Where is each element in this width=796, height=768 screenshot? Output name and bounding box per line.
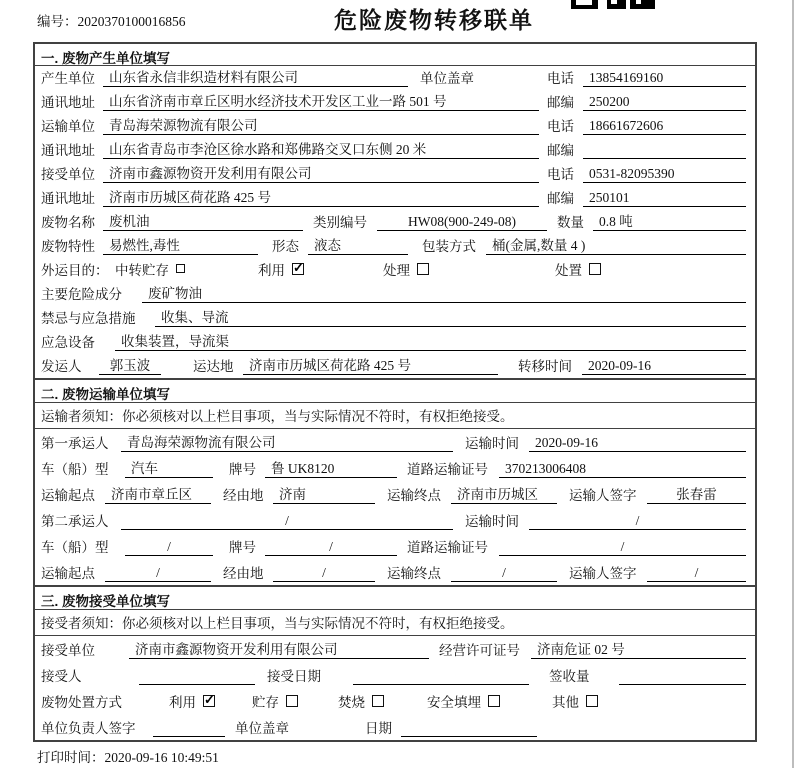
disposal-landfill-checkbox	[488, 695, 500, 707]
disposal-incinerate-checkbox	[372, 695, 384, 707]
serial-value: 2020370100016856	[77, 14, 186, 29]
origin2-label: 运输起点	[41, 566, 95, 581]
transporter-label: 运输单位	[41, 119, 95, 134]
characteristics-value: 易燃性,毒性	[103, 234, 258, 255]
purpose-option-treat	[383, 259, 429, 279]
print-time-value: 2020-09-16 10:49:51	[104, 750, 219, 765]
end1-value: 济南市历城区	[451, 483, 557, 504]
vehicle2-row	[35, 533, 755, 559]
transporter-notice-label: 运输者须知：	[41, 409, 122, 424]
via2-label: 经由地	[223, 566, 264, 581]
shipper-row	[35, 354, 755, 378]
via1-label: 经由地	[223, 488, 264, 503]
quantity-value: 0.8 吨	[593, 210, 746, 231]
emergency-label: 禁忌与应急措施	[41, 311, 136, 326]
section-producer	[35, 44, 755, 378]
address2-value: 山东省青岛市李沧区徐水路和郑佛路交叉口东侧 20 米	[103, 138, 539, 159]
carrier1-row	[35, 429, 755, 455]
carrier2-row	[35, 507, 755, 533]
purpose-option-label: 中转贮存	[115, 263, 169, 278]
signature-row	[35, 714, 755, 740]
purpose-row	[35, 258, 755, 282]
seal-label: 单位盖章	[420, 71, 474, 86]
route2-row	[35, 559, 755, 585]
receiver-notice-label: 接受者须知：	[41, 616, 122, 631]
disposal-option-landfill	[427, 691, 500, 711]
purpose-option-label: 利用	[258, 263, 285, 278]
producer-label: 产生单位	[41, 71, 95, 86]
vehicle2-value: /	[125, 539, 213, 556]
manifest-form	[33, 42, 757, 742]
sign1-value: 张春雷	[647, 483, 746, 504]
zip2-label: 邮编	[547, 143, 574, 158]
acceptor-row	[35, 662, 755, 688]
disposal-option-incinerate	[338, 691, 384, 711]
transfer-time-value: 2020-09-16	[582, 358, 746, 375]
equipment-row	[35, 330, 755, 354]
carrier2-label: 第二承运人	[41, 514, 109, 529]
disposal-option-store	[252, 691, 298, 711]
end1-label: 运输终点	[387, 488, 441, 503]
qr-code-icon	[571, 0, 655, 9]
signature-value	[153, 736, 225, 737]
producer-row	[35, 66, 755, 90]
phone2-label: 电话	[547, 119, 574, 134]
zip3-value: 250101	[583, 190, 746, 207]
vehicle2-label: 车（船）型	[41, 540, 109, 555]
permit2-value: /	[499, 539, 746, 556]
waste-name-row	[35, 210, 755, 234]
address1-value: 山东省济南市章丘区明水经济技术开发区工业一路 501 号	[103, 90, 539, 111]
disposal-option-utilize	[169, 691, 215, 711]
phone3-label: 电话	[547, 167, 574, 182]
section1-title: 一. 废物产生单位填写	[35, 44, 755, 66]
time2-label: 运输时间	[465, 514, 519, 529]
transfer-storage-checkbox	[176, 264, 185, 273]
transporter-value: 青岛海荣源物流有限公司	[103, 114, 539, 135]
disposal-option-label: 贮存	[252, 695, 279, 710]
quantity-label: 数量	[557, 215, 584, 230]
license-label: 经营许可证号	[439, 643, 520, 658]
phone2-value: 18661672606	[583, 118, 746, 135]
vehicle1-value: 汽车	[125, 457, 213, 478]
origin2-value: /	[105, 565, 211, 582]
vehicle1-row	[35, 455, 755, 481]
acceptor-value	[139, 684, 255, 685]
dispose-checkbox	[589, 263, 601, 275]
form-value: 液态	[308, 234, 408, 255]
disposal-option-other	[552, 691, 598, 711]
received-qty-label: 签收量	[549, 669, 590, 684]
zip1-label: 邮编	[547, 95, 574, 110]
accept-unit-row	[35, 636, 755, 662]
category-value: HW08(900-249-08)	[377, 214, 547, 231]
disposal-label: 废物处置方式	[41, 695, 122, 710]
receiver-value: 济南市鑫源物资开发利用有限公司	[103, 162, 539, 183]
purpose-label: 外运目的：	[41, 263, 109, 278]
phone1-value: 13854169160	[583, 70, 746, 87]
receiver-address-row	[35, 186, 755, 210]
producer-value: 山东省永信非织造材料有限公司	[103, 66, 408, 87]
hazard-row	[35, 282, 755, 306]
equipment-value: 收集装置，导流渠	[115, 330, 746, 351]
accept-unit-value: 济南市鑫源物资开发利用有限公司	[129, 638, 429, 659]
emergency-value: 收集、导流	[155, 306, 746, 327]
section2-title: 二. 废物运输单位填写	[35, 380, 755, 403]
license-value: 济南危证 02 号	[531, 638, 746, 659]
emergency-row	[35, 306, 755, 330]
accept-date-value	[353, 684, 529, 685]
carrier1-label: 第一承运人	[41, 436, 109, 451]
permit1-value: 370213006408	[499, 461, 746, 478]
purpose-option-label: 处理	[383, 263, 410, 278]
section-transporter	[35, 378, 755, 585]
waste-name-label: 废物名称	[41, 215, 95, 230]
disposal-row	[35, 688, 755, 714]
print-time-label: 打印时间：	[37, 750, 105, 765]
sign2-value: /	[647, 565, 746, 582]
transfer-time-label: 转移时间	[518, 359, 572, 374]
date-label: 日期	[365, 721, 392, 736]
plate1-label: 牌号	[229, 462, 256, 477]
hazard-value: 废矿物油	[142, 282, 746, 303]
packaging-label: 包装方式	[422, 239, 476, 254]
plate2-value: /	[265, 539, 397, 556]
section3-title: 三. 废物接受单位填写	[35, 587, 755, 610]
receiver-notice-text: 你必须核对以上栏目事项，当与实际情况不符时，有权拒绝接受。	[122, 616, 514, 631]
carrier1-value: 青岛海荣源物流有限公司	[121, 431, 453, 452]
origin1-value: 济南市章丘区	[105, 483, 211, 504]
disposal-option-label: 其他	[552, 695, 579, 710]
date-value	[401, 736, 537, 737]
receiver-label: 接受单位	[41, 167, 95, 182]
end2-label: 运输终点	[387, 566, 441, 581]
serial-label: 编号：	[37, 14, 78, 29]
purpose-option-transfer-storage	[115, 259, 185, 279]
unit-seal-label: 单位盖章	[235, 721, 289, 736]
accept-date-label: 接受日期	[267, 669, 321, 684]
shipper-value: 郭玉波	[99, 354, 161, 375]
disposal-option-label: 利用	[169, 695, 196, 710]
received-qty-value	[619, 684, 746, 685]
transporter-row	[35, 114, 755, 138]
transporter-notice-text: 你必须核对以上栏目事项，当与实际情况不符时，有权拒绝接受。	[122, 409, 514, 424]
waste-name-value: 废机油	[103, 210, 303, 231]
zip3-label: 邮编	[547, 191, 574, 206]
page-title: 危险废物转移联单	[334, 8, 534, 33]
permit2-label: 道路运输证号	[407, 540, 488, 555]
purpose-option-label: 处置	[555, 263, 582, 278]
disposal-store-checkbox	[286, 695, 298, 707]
plate1-value: 鲁 UK8120	[265, 457, 397, 478]
address2-label: 通讯地址	[41, 143, 95, 158]
disposal-other-checkbox	[586, 695, 598, 707]
via2-value: /	[273, 565, 375, 582]
sign2-label: 运输人签字	[569, 566, 637, 581]
transporter-notice-row	[35, 403, 755, 429]
plate2-label: 牌号	[229, 540, 256, 555]
shipper-label: 发运人	[41, 359, 82, 374]
treat-checkbox	[417, 263, 429, 275]
phone1-label: 电话	[547, 71, 574, 86]
page-edge-divider	[792, 0, 794, 768]
receiver-notice-row	[35, 610, 755, 636]
destination-value: 济南市历城区荷花路 425 号	[243, 354, 498, 375]
equipment-label: 应急设备	[41, 335, 95, 350]
producer-address-row	[35, 90, 755, 114]
address1-label: 通讯地址	[41, 95, 95, 110]
permit1-label: 道路运输证号	[407, 462, 488, 477]
via1-value: 济南	[273, 483, 375, 504]
characteristics-label: 废物特性	[41, 239, 95, 254]
address3-label: 通讯地址	[41, 191, 95, 206]
transporter-address-row	[35, 138, 755, 162]
time2-value: /	[529, 513, 746, 530]
sign1-label: 运输人签字	[569, 488, 637, 503]
purpose-option-dispose	[555, 259, 601, 279]
disposal-option-label: 焚烧	[338, 695, 365, 710]
packaging-value: 桶(金属,数量 4 )	[486, 234, 746, 255]
time1-value: 2020-09-16	[529, 435, 746, 452]
acceptor-label: 接受人	[41, 669, 82, 684]
time1-label: 运输时间	[465, 436, 519, 451]
receiver-row	[35, 162, 755, 186]
document-header	[0, 0, 796, 40]
signature-label: 单位负责人签字	[41, 721, 136, 736]
serial-number	[37, 10, 186, 30]
carrier2-value: /	[121, 513, 453, 530]
zip2-value	[583, 158, 746, 159]
section-receiver	[35, 585, 755, 740]
characteristics-row	[35, 234, 755, 258]
vehicle1-label: 车（船）型	[41, 462, 109, 477]
category-label: 类别编号	[313, 215, 367, 230]
end2-value: /	[451, 565, 557, 582]
purpose-option-utilize	[258, 259, 304, 279]
disposal-utilize-checkbox	[203, 695, 215, 707]
print-time	[37, 746, 219, 766]
form-label: 形态	[272, 239, 299, 254]
route1-row	[35, 481, 755, 507]
accept-unit-label: 接受单位	[41, 643, 95, 658]
zip1-value: 250200	[583, 94, 746, 111]
hazard-label: 主要危险成分	[41, 287, 122, 302]
disposal-option-label: 安全填埋	[427, 695, 481, 710]
utilize-checkbox	[292, 263, 304, 275]
phone3-value: 0531-82095390	[583, 166, 746, 183]
destination-label: 运达地	[193, 359, 234, 374]
address3-value: 济南市历城区荷花路 425 号	[103, 186, 539, 207]
origin1-label: 运输起点	[41, 488, 95, 503]
